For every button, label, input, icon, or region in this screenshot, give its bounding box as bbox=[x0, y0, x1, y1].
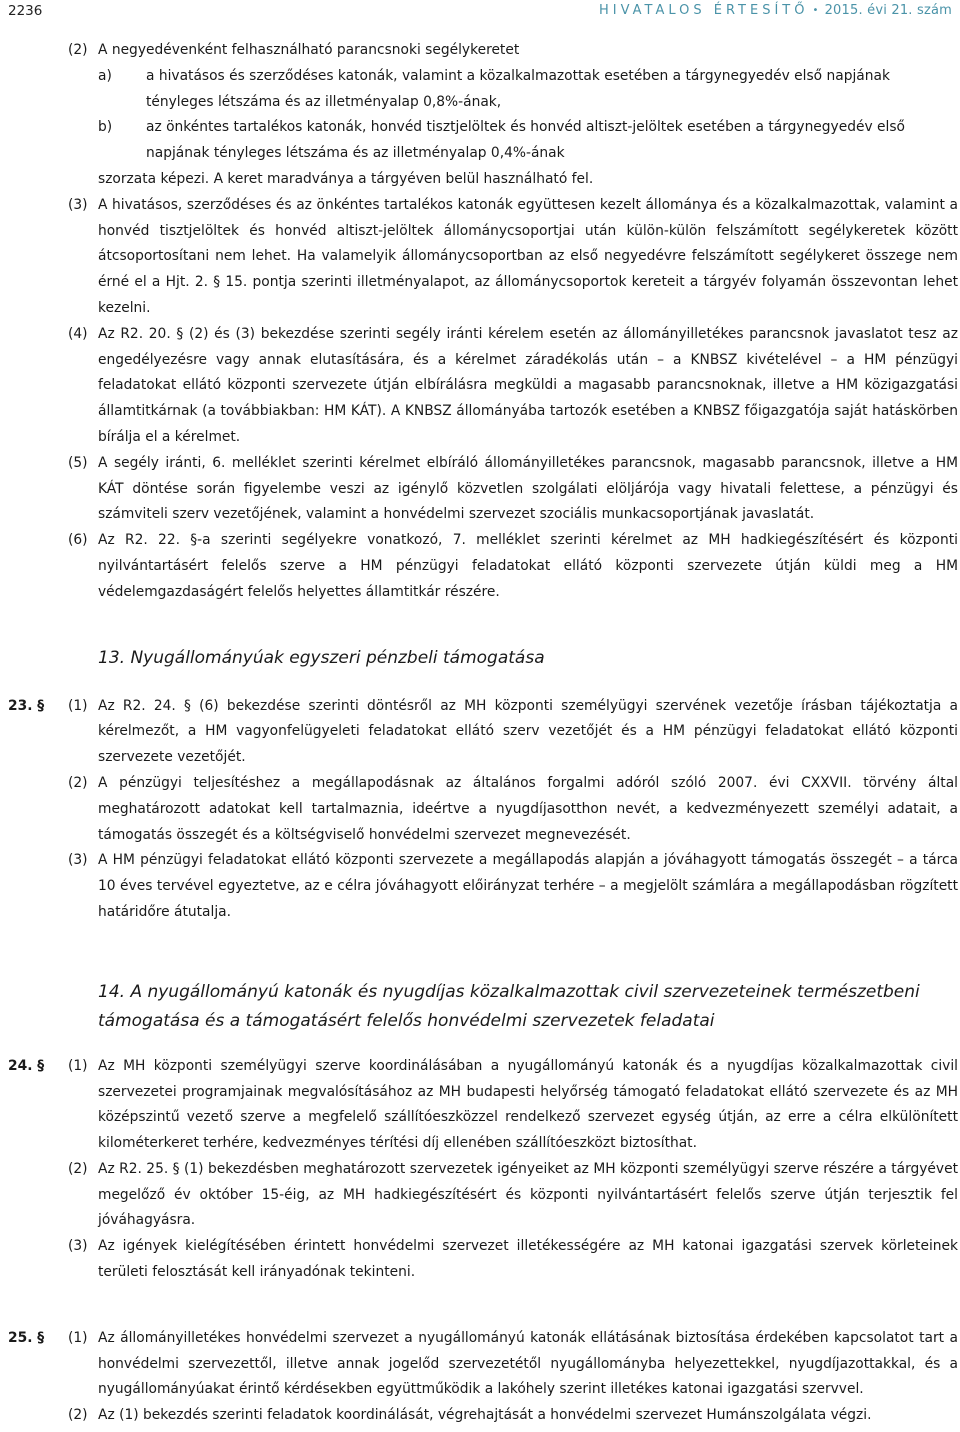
point-text: a hivatásos és szerződéses katonák, valamint a közalkalmazottak esetében a tárgynegyedév első napjának tényleges létszáma és az illetményalap 0,8%-ának, bbox=[146, 67, 890, 110]
section-24-paragraph-3 bbox=[8, 1234, 958, 1286]
paragraph-text: Az R2. 20. § (2) és (3) bekezdése szerinti segély iránti kérelem esetén az állományilletékes parancsnok javaslatot tesz az engedélyezésre vagy annak elutasítására, és a kérelmet záradékolás után – a KNBSZ kivételével – a HM pénzügyi feladatokat ellátó központi szervezete útján elbírálásra megküldi a magasabb parancsnoknak, illetve a HM közigazgatási államtitkárnak (a továbbiakban: HM KÁT). A KNBSZ állományába tartozók esetében a KNBSZ főigazgatója saját hatáskörben bírálja el a kérelmet. bbox=[98, 325, 958, 445]
paragraph-text: Az R2. 22. §-a szerinti segélyekre vonatkozó, 7. melléklet szerinti kérelmet az MH hadkiegészítésért és központi nyilvántartásért felelős szerve a HM pénzügyi feladatokat ellátó központi szervezete útján küldi meg a HM védelemgazdaságért felelős helyettes államtitkár részére. bbox=[98, 532, 958, 600]
paragraph-text: Az R2. 25. § (1) bekezdésben meghatározott szervezetek igényeiket az MH központi személyügyi szerve részére a tárgyévet megelőző év október 15-éig, az MH hadkiegészítésért és központi nyilvántartásért felelős szerve útján terjesztik fel jóváhagyásra. bbox=[98, 1160, 958, 1229]
paragraph-text: Az (1) bekezdés szerinti feladatok koordinálását, végrehajtását a honvédelmi szervezet Humánszolgálata végzi. bbox=[98, 1407, 872, 1424]
paragraph-number: (6) bbox=[68, 532, 88, 549]
paragraph-number: (4) bbox=[68, 325, 88, 342]
paragraph-4 bbox=[8, 322, 958, 451]
paragraph-text: A pénzügyi teljesítéshez a megállapodásnak az általános forgalmi adóról szóló 2007. évi CXXVII. törvény által meghatározott adatokat kell tartalmaznia, ideértve a nyugdíjasotthon nevét, a kedvezményezett személyi adatait, a támogatás összegét és a költségviselő honvédelmi szervezet megnevezését. bbox=[98, 774, 958, 843]
paragraph-text: A negyedévenként felhasználható parancsnoki segélykeretet bbox=[98, 42, 520, 58]
paragraph-text: Az MH központi személyügyi szerve koordinálásában a nyugállományú katonák és a nyugdíjas közalkalmazottak civil szervezetei programjainak megvalósításához az MH budapesti helyőrség támogató feladatokat ellátó szervezete és az MH középszintű vezető szerve a megfelelő szállítóeszközzel rendelkező szervezet egység útján, az erre a célra elkülönített kilométerkeret terhére, kedvezményes térítési díj ellenében szállítóeszközt biztosíthat. bbox=[98, 1057, 958, 1152]
section-23-paragraph-3 bbox=[8, 848, 958, 925]
paragraph-number: (1) bbox=[68, 1057, 88, 1074]
paragraph-text: A HM pénzügyi feladatokat ellátó központi szervezete a megállapodás alapján a jóváhagyott támogatás összegét – a tárca 10 éves tervével egyeztetve, az e célra jóváhagyott előirányzat terhére – a megjelölt számlára a megállapodásban rögzített határidőre átutalja. bbox=[98, 852, 958, 920]
section-24-paragraph-2 bbox=[8, 1157, 958, 1234]
paragraph-number: (1) bbox=[68, 1329, 88, 1346]
section-23-paragraph-2 bbox=[8, 771, 958, 848]
paragraph-2 bbox=[8, 38, 958, 64]
point-label: b) bbox=[98, 119, 113, 136]
section-number: 23. § bbox=[8, 697, 45, 714]
section-23-paragraph-1 bbox=[8, 694, 958, 771]
paragraph-number: (5) bbox=[68, 454, 88, 471]
paragraph-number: (2) bbox=[68, 42, 88, 58]
paragraph-text: Az állományilletékes honvédelmi szervezet a nyugállományú katonák ellátásának biztosítása érdekében kapcsolatot tart a honvédelmi szervezettől, illetve annak jogelőd szervezetétől nyugállományba helyezettekkel, nyugdíjazottakkal, és a nyugállományúakat érintő kérdésekben együttműködik a lakóhely szerint illetékes katonai igazgatási szervvel. bbox=[98, 1329, 958, 1398]
section-24-paragraph-1 bbox=[8, 1054, 958, 1157]
paragraph-text: A hivatásos, szerződéses és az önkéntes tartalékos katonák együttesen kezelt állománya és a közalkalmazottak, valamint a honvéd tisztjelöltek és honvéd altiszt-jelöltek állománycsoportjai után külön-külön felszámított segélykeretek között átcsoportosítani nem lehet. Ha valamelyik állománycsoportban az első negyedévre felszámított segélykeret összege nem érné el a Hjt. 2. § 15. pontja szerinti illetményalapot, az állománycsoportok kereteit a tárgyév folyamán összevontan lehet kezelni. bbox=[98, 196, 958, 316]
document-body bbox=[8, 38, 958, 1429]
section-number: 24. § bbox=[8, 1057, 45, 1074]
paragraph-5 bbox=[8, 451, 958, 528]
section-25-paragraph-2 bbox=[8, 1403, 958, 1429]
issue-number: 2015. évi 21. szám bbox=[824, 3, 952, 18]
paragraph-number: (2) bbox=[68, 774, 88, 791]
paragraph-6 bbox=[8, 528, 958, 605]
section-25-paragraph-1 bbox=[8, 1326, 958, 1403]
point-label: a) bbox=[98, 67, 112, 84]
paragraph-number: (3) bbox=[68, 852, 88, 869]
paragraph-number: (2) bbox=[68, 1160, 88, 1177]
paragraph-number: (3) bbox=[68, 1238, 88, 1255]
journal-info bbox=[599, 3, 952, 18]
paragraph-text: Az igények kielégítésében érintett honvédelmi szervezet illetékességére az MH katonai igazgatási szervek körleteinek területi felosztását kell irányadónak tekinteni. bbox=[98, 1238, 958, 1281]
paragraph-3 bbox=[8, 193, 958, 322]
paragraph-number: (3) bbox=[68, 196, 88, 213]
page-number: 2236 bbox=[8, 3, 43, 19]
journal-title: HIVATALOS ÉRTESÍTŐ bbox=[598, 3, 809, 18]
section-heading-13: 13. Nyugállományúak egyszeri pénzbeli támogatása bbox=[98, 647, 545, 668]
section-heading-14: 14. A nyugállományú katonák és nyugdíjas közalkalmazottak civil szervezeteinek természetbeni támogatása és a támogatásért felelős honvédelmi szervezetek feladatai bbox=[98, 981, 920, 1031]
point-text: az önkéntes tartalékos katonák, honvéd tisztjelöltek és honvéd altiszt-jelöltek esetében a tárgynegyedév első napjának tényleges létszáma és az illetményalap 0,4%-ának bbox=[146, 119, 905, 162]
paragraph-text: Az R2. 24. § (6) bekezdése szerinti döntésről az MH központi személyügyi szervének vezetője írásban tájékoztatja a kérelmezőt, a HM vagyonfelügyeleti feladatokat ellátó szerv vezetőjét és a HM pénzügyi feladatokat ellátó központi szervezete vezetőjét. bbox=[98, 697, 958, 766]
bullet-separator: • bbox=[812, 5, 819, 16]
paragraph-text: A segély iránti, 6. melléklet szerinti kérelmet elbíráló állományilletékes parancsnok, magasabb parancsnok, illetve a HM KÁT döntése során figyelembe veszi az igénylő közvetlen szolgálati elöljárója vagy hivatali felettese, a pénzügyi és számviteli szerv vezetőjének, valamint a honvédelmi szervezet szociális munkacsoportjának javaslatát. bbox=[98, 454, 958, 523]
page-header bbox=[8, 3, 952, 25]
paragraph-2-tail: szorzata képezi. A keret maradványa a tárgyéven belül használható fel. bbox=[98, 170, 594, 187]
section-number: 25. § bbox=[8, 1329, 45, 1346]
point-a bbox=[8, 64, 958, 116]
paragraph-number: (1) bbox=[68, 697, 88, 714]
point-b bbox=[8, 115, 958, 167]
paragraph-number: (2) bbox=[68, 1407, 88, 1424]
